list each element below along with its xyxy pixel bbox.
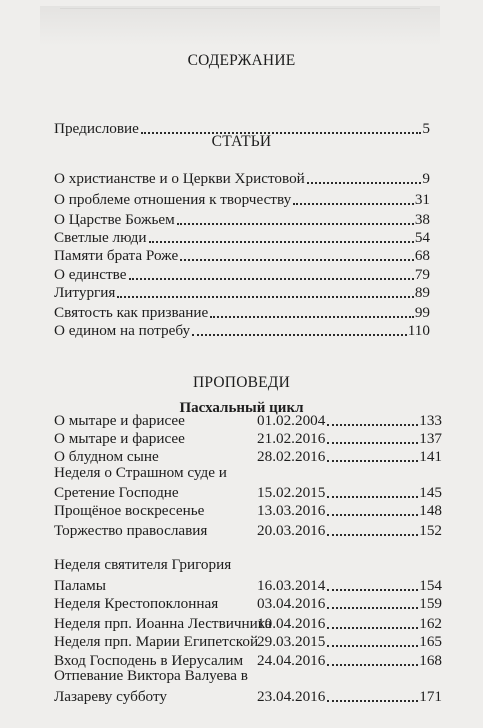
entry-date: 13.03.2016 <box>257 502 326 519</box>
article-entry <box>54 302 430 322</box>
entry-title: Прощёное воскресенье <box>54 502 205 519</box>
entry-page: 162 <box>419 615 442 632</box>
entry-title: Светлые люди <box>54 229 147 246</box>
leader-dots <box>117 296 413 298</box>
entry-title: О мытаре и фарисее <box>54 430 185 447</box>
entry-date: 16.03.2014 <box>257 577 326 594</box>
leader-dots <box>327 442 418 444</box>
article-entry <box>54 168 430 188</box>
leader-dots <box>210 316 414 318</box>
leader-dots <box>327 664 418 666</box>
entry-date: 29.03.2015 <box>257 633 326 650</box>
entry-date: 21.02.2016 <box>257 430 326 447</box>
sermon-entry <box>54 410 442 430</box>
leader-dots <box>327 496 418 498</box>
leader-dots <box>327 607 418 609</box>
leader-dots <box>149 241 414 243</box>
entry-page: 145 <box>419 484 442 501</box>
leader-dots <box>327 534 418 536</box>
entry-date: 24.04.2016 <box>257 652 326 669</box>
article-entry <box>54 209 430 229</box>
cycle-heading: Пасхальный цикл <box>179 400 304 416</box>
entry-page: 68 <box>414 247 430 264</box>
entry-page: 9 <box>422 170 430 187</box>
leader-dots <box>327 627 418 629</box>
entry-title: Предисловие <box>54 120 139 137</box>
leader-dots <box>180 259 414 261</box>
leader-dots <box>293 203 414 205</box>
bleed-through-line <box>60 8 420 9</box>
article-entry <box>54 320 430 340</box>
sermon-title-line1: Неделя о Страшном суде и <box>54 464 227 481</box>
leader-dots <box>177 223 414 225</box>
leader-dots <box>192 334 407 336</box>
entry-title: О Царстве Божьем <box>54 211 175 228</box>
entry-title: О едином на потребу <box>54 322 191 339</box>
article-entry <box>54 264 430 284</box>
sermon-entry <box>54 482 442 502</box>
entry-page: 99 <box>414 304 430 321</box>
entry-page: 141 <box>419 448 442 465</box>
entry-page: 159 <box>419 595 442 612</box>
entry-title: Паламы <box>54 577 106 594</box>
leader-dots <box>327 645 418 647</box>
entry-page: 152 <box>419 522 442 539</box>
article-entry <box>54 282 430 302</box>
entry-date: 03.04.2016 <box>257 595 326 612</box>
entry-date: 01.02.2004 <box>257 412 326 429</box>
entry-title: О христианстве и о Церкви Христовой <box>54 170 305 187</box>
sermon-entry <box>54 428 442 448</box>
entry-page: 5 <box>422 120 430 137</box>
sermon-entry <box>54 631 442 651</box>
article-entry <box>54 227 430 247</box>
leader-dots <box>307 182 422 184</box>
entry-page: 133 <box>419 412 442 429</box>
entry-date: 15.02.2015 <box>257 484 326 501</box>
entry-page: 171 <box>419 688 442 705</box>
article-entry <box>54 245 430 265</box>
sermon-entry <box>54 593 442 613</box>
articles-heading: СТАТЬИ <box>211 133 272 150</box>
entry-title: Литургия <box>54 284 116 301</box>
article-entry <box>54 189 430 209</box>
entry-date: 23.04.2016 <box>257 688 326 705</box>
entry-title: О проблеме отношения к творчеству <box>54 191 292 208</box>
sermon-entry <box>54 575 442 595</box>
entry-title: Лазареву субботу <box>54 688 167 705</box>
entry-title: Вход Господень в Иерусалим <box>54 652 244 669</box>
leader-dots <box>327 589 418 591</box>
entry-page: 137 <box>419 430 442 447</box>
entry-title: О мытаре и фарисее <box>54 412 185 429</box>
sermons-heading: ПРОПОВЕДИ <box>193 374 290 391</box>
entry-title: Святость как призвание <box>54 304 209 321</box>
sermon-entry <box>54 520 442 540</box>
leader-dots <box>327 460 418 462</box>
page-shadow <box>40 6 440 46</box>
entry-page: 148 <box>419 502 442 519</box>
entry-page: 31 <box>414 191 430 208</box>
entry-page: 54 <box>414 229 430 246</box>
entry-title: Торжество православия <box>54 522 208 539</box>
entry-page: 79 <box>414 266 430 283</box>
entry-page: 110 <box>407 322 430 339</box>
leader-dots <box>327 700 418 702</box>
sermon-entry <box>54 613 442 633</box>
sermon-entry <box>54 446 442 466</box>
sermon-entry <box>54 500 442 520</box>
leader-dots <box>327 424 418 426</box>
sermon-entry <box>54 686 442 706</box>
entry-page: 168 <box>419 652 442 669</box>
entry-title: Сретение Господне <box>54 484 179 501</box>
entry-page: 154 <box>419 577 442 594</box>
sermon-title-line1: Отпевание Виктора Валуева в <box>54 667 248 684</box>
entry-title: Неделя прп. Марии Египетской <box>54 633 259 650</box>
entry-title: О единстве <box>54 266 127 283</box>
toc-heading: СОДЕРЖАНИЕ <box>187 52 296 69</box>
entry-date: 10.04.2016 <box>257 615 326 632</box>
entry-title: О блудном сыне <box>54 448 159 465</box>
entry-title: Памяти брата Роже <box>54 247 179 264</box>
entry-page: 38 <box>414 211 430 228</box>
entry-title: Неделя прп. Иоанна Лествичника <box>54 615 272 632</box>
leader-dots <box>327 514 418 516</box>
entry-page: 89 <box>414 284 430 301</box>
entry-date: 28.02.2016 <box>257 448 326 465</box>
entry-date: 20.03.2016 <box>257 522 326 539</box>
entry-title: Неделя Крестопоклонная <box>54 595 219 612</box>
sermon-title-line1: Неделя святителя Григория <box>54 556 232 573</box>
leader-dots <box>129 278 414 280</box>
entry-page: 165 <box>419 633 442 650</box>
